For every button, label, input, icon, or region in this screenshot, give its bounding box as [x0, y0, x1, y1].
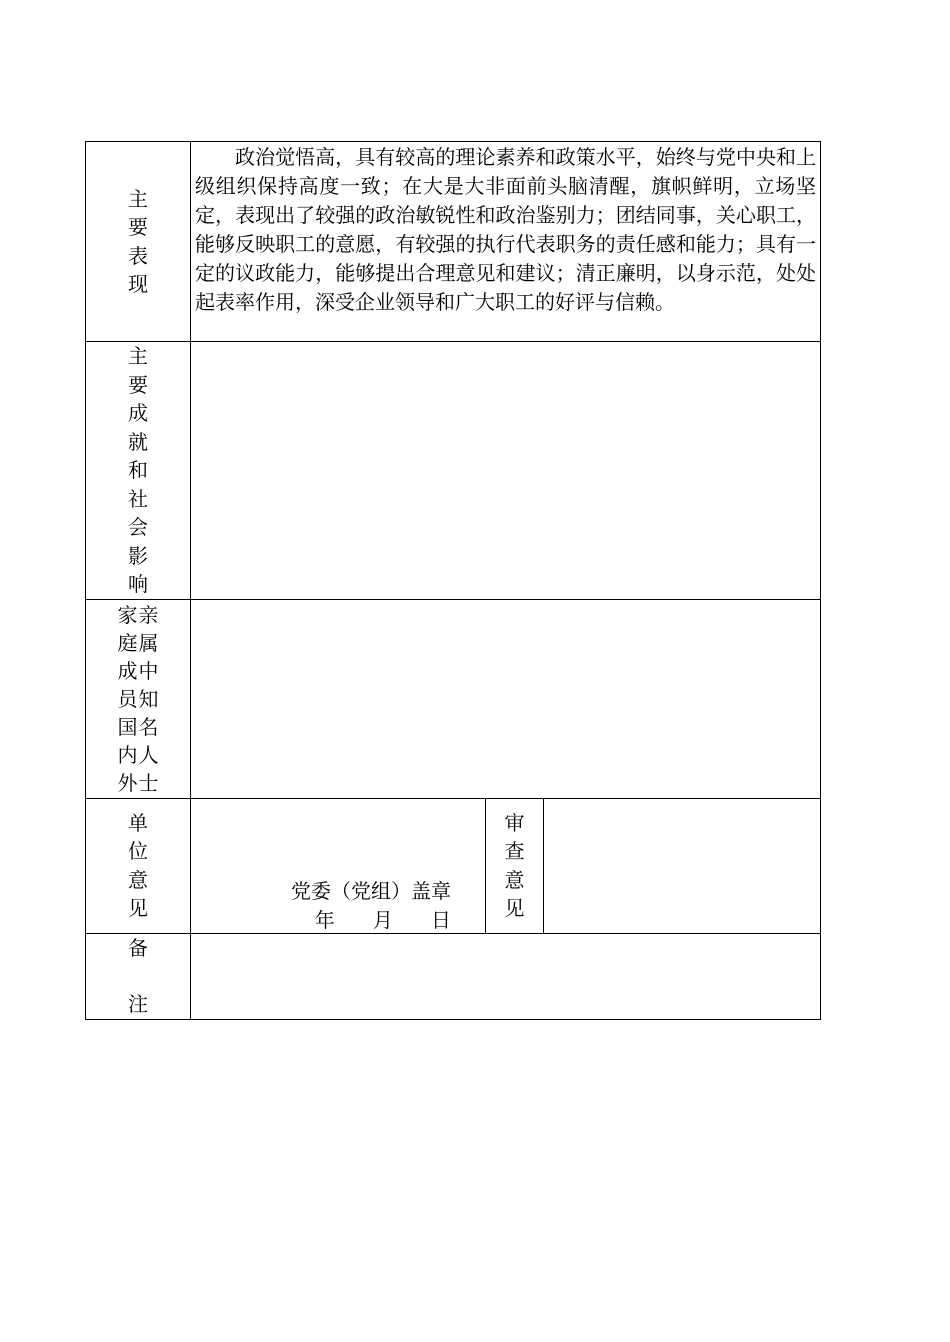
main-performance-label: 主 要 表 现	[128, 186, 148, 296]
row-remarks	[86, 933, 821, 1019]
row-unit-opinion	[86, 798, 821, 933]
row-main-performance	[86, 142, 821, 342]
main-performance-text: 政治觉悟高，具有较高的理论素养和政策水平，始终与党中央和上级组织保持高度一致；在大是大非面前头脑清醒，旗帜鲜明，立场坚定，表现出了较强的政治敏锐性和政治鉴别力；团结同事，关心职工，能够反映职工的意愿，有较强的执行代表职务的责任感和能力；具有一定的议政能力，能够提出合理意见和建议；清正廉明，以身示范，处处起表率作用，深受企业领导和广大职工的好评与信赖。	[195, 145, 817, 314]
date-text: 年 月 日	[314, 907, 451, 932]
family-relations-content-cell[interactable]	[191, 599, 821, 798]
unit-opinion-label-cell	[86, 798, 191, 933]
remarks-content-cell[interactable]	[191, 933, 821, 1019]
remarks-label-cell	[86, 933, 191, 1019]
family-relations-label: 家 亲 庭 属 成 中 员 知 国 名 内 人 外 士	[117, 602, 159, 795]
candidate-form-table	[85, 141, 821, 1020]
seal-block	[191, 799, 485, 933]
main-performance-label-cell	[86, 142, 191, 342]
row-achievements	[86, 342, 821, 600]
unit-opinion-content-cell[interactable]	[191, 798, 486, 933]
remarks-label: 备 注	[128, 936, 148, 1016]
review-opinion-label: 审 查 意 见	[504, 810, 525, 920]
achievements-content-cell[interactable]	[191, 342, 821, 600]
main-performance-content-cell[interactable]	[191, 142, 821, 342]
row-family-relations	[86, 599, 821, 798]
seal-text: 党委（党组）盖章	[291, 878, 451, 903]
review-opinion-content-cell[interactable]	[544, 798, 821, 933]
achievements-label: 主 要 成 就 和 社 会 影 响	[128, 344, 148, 596]
family-relations-label-cell	[86, 599, 191, 798]
unit-opinion-label: 单 位 意 见	[128, 810, 148, 920]
review-opinion-label-cell	[486, 798, 544, 933]
achievements-label-cell	[86, 342, 191, 600]
